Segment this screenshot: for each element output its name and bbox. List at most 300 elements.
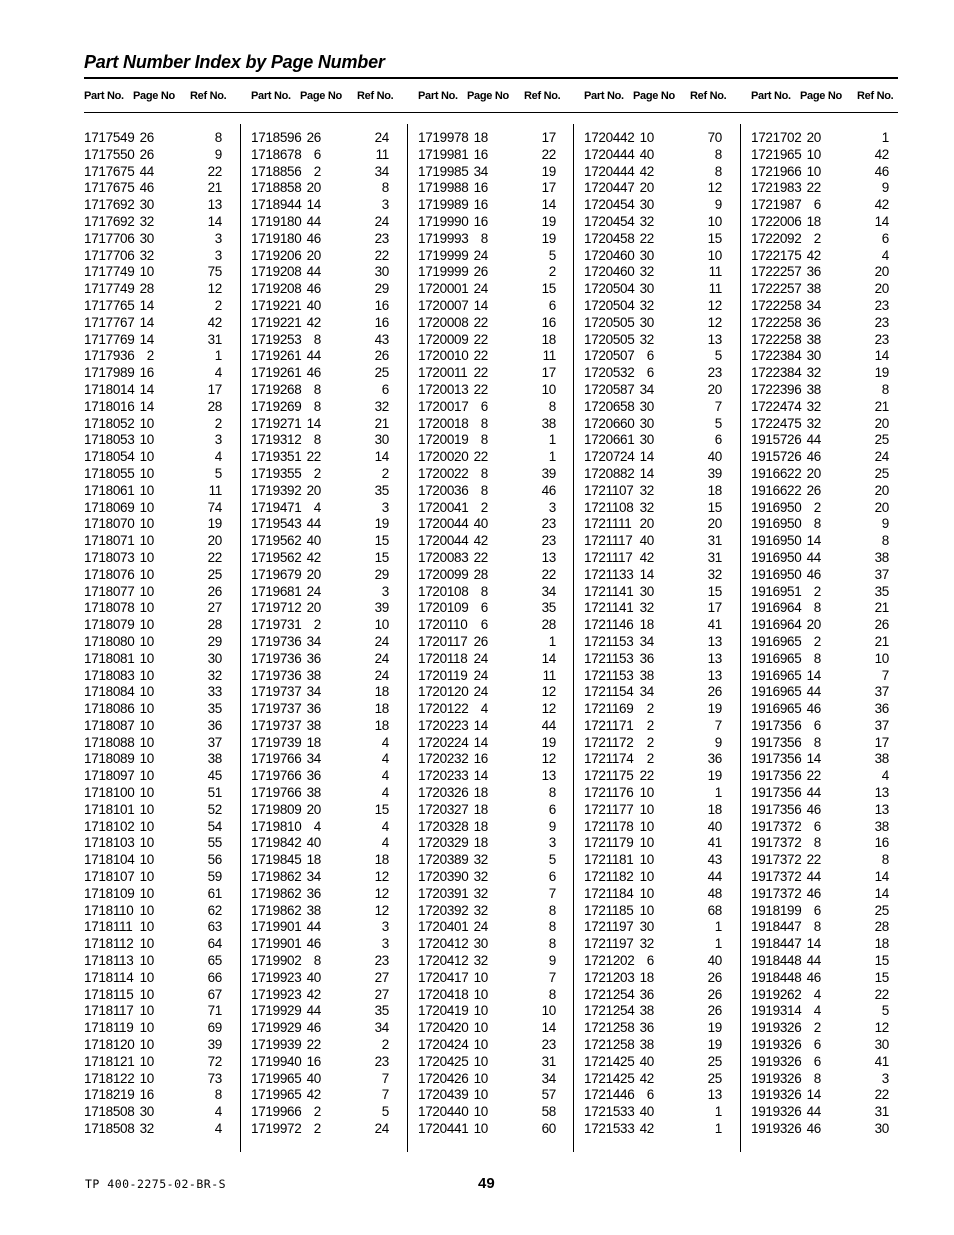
- ref-no: 13: [707, 331, 722, 347]
- page-no: 46: [806, 885, 821, 901]
- table-row: [84, 365, 250, 382]
- ref-no: 24: [374, 130, 389, 145]
- part-number: 1720110: [418, 617, 468, 633]
- ref-no: 19: [541, 163, 556, 179]
- ref-no: 16: [874, 835, 889, 851]
- part-number: 1720011: [418, 365, 468, 381]
- header-page-no: Page No: [133, 90, 175, 102]
- table-row: [418, 936, 584, 953]
- part-number: 1719901: [251, 936, 302, 952]
- page-no: 10: [139, 869, 154, 885]
- table-row: [584, 264, 750, 281]
- page-no: 2: [146, 348, 154, 364]
- part-number: 1717989: [84, 365, 135, 381]
- page-no: 46: [139, 180, 154, 196]
- page-no: 32: [639, 482, 654, 498]
- table-row: [84, 953, 250, 970]
- ref-no: 12: [207, 281, 222, 297]
- table-row: [584, 147, 750, 164]
- table-row: [84, 802, 250, 819]
- ref-no: 28: [207, 617, 222, 633]
- part-number: 1721108: [584, 499, 634, 515]
- page-no: 32: [473, 869, 488, 885]
- ref-no: 7: [881, 667, 889, 683]
- page-no: 10: [139, 969, 154, 985]
- page-no: 14: [473, 768, 488, 784]
- page-no: 14: [306, 197, 321, 213]
- ref-no: 21: [207, 180, 222, 196]
- part-number: 1718076: [84, 566, 135, 582]
- part-number: 1718084: [84, 684, 135, 700]
- table-row: [418, 483, 584, 500]
- page-no: 32: [639, 936, 654, 952]
- page-no: 36: [306, 650, 321, 666]
- ref-no: 18: [374, 701, 389, 717]
- ref-no: 22: [541, 146, 556, 162]
- page-no: 30: [639, 919, 654, 935]
- ref-no: 12: [541, 684, 556, 700]
- table-row: [418, 500, 584, 517]
- page-no: 10: [639, 869, 654, 885]
- table-row: [84, 1104, 250, 1121]
- part-number: 1718087: [84, 717, 135, 733]
- header-ref-no: Ref No.: [357, 90, 394, 102]
- table-row: [418, 466, 584, 483]
- ref-no: 24: [374, 213, 389, 229]
- page-no: 10: [139, 1053, 154, 1069]
- part-number: 1720019: [418, 432, 469, 448]
- page-no: 32: [806, 415, 821, 431]
- ref-no: 62: [207, 902, 222, 918]
- ref-no: 18: [374, 717, 389, 733]
- part-number: 1917356: [751, 801, 802, 817]
- page-no: 22: [473, 348, 488, 364]
- ref-no: 31: [707, 533, 722, 549]
- part-number: 1720460: [584, 247, 635, 263]
- page-no: 2: [813, 583, 821, 599]
- part-number: 1719208: [251, 264, 302, 280]
- ref-no: 32: [707, 566, 722, 582]
- part-number: 1718061: [84, 482, 135, 498]
- page-no: 14: [806, 1087, 821, 1103]
- page-no: 32: [139, 213, 154, 229]
- part-number: 1917356: [751, 734, 802, 750]
- table-row: [584, 516, 750, 533]
- page-no: 36: [306, 701, 321, 717]
- table-row: [84, 718, 250, 735]
- ref-no: 42: [874, 197, 889, 213]
- part-number: 1718858: [251, 180, 302, 196]
- table-row: [751, 751, 917, 768]
- table-row: [751, 1054, 917, 1071]
- page-no: 8: [813, 919, 821, 935]
- table-row: [84, 382, 250, 399]
- table-row: [751, 382, 917, 399]
- part-number: 1919262: [751, 986, 802, 1002]
- table-row: [84, 1121, 250, 1138]
- table-row: [251, 466, 417, 483]
- part-number: 1717706: [84, 247, 135, 263]
- ref-no: 14: [874, 213, 889, 229]
- part-number: 1719809: [251, 801, 302, 817]
- part-number: 1719351: [251, 449, 302, 465]
- table-row: [84, 936, 250, 953]
- table-row: [251, 768, 417, 785]
- page-no: 36: [806, 264, 821, 280]
- part-number: 1719862: [251, 902, 302, 918]
- table-row: [418, 164, 584, 181]
- index-column: [418, 130, 584, 1138]
- table-row: [251, 231, 417, 248]
- part-number: 1722396: [751, 381, 802, 397]
- table-row: [418, 449, 584, 466]
- part-number: 1719261: [251, 348, 302, 364]
- page-no: 8: [480, 230, 488, 246]
- page-no: 40: [306, 835, 321, 851]
- part-number: 1720458: [584, 230, 635, 246]
- page-no: 30: [139, 1104, 154, 1120]
- ref-no: 26: [707, 969, 722, 985]
- part-number: 1717936: [84, 348, 135, 364]
- part-number: 1720099: [418, 566, 469, 582]
- part-number: 1719737: [251, 684, 302, 700]
- part-number: 1719766: [251, 785, 302, 801]
- page-no: 10: [139, 801, 154, 817]
- page-no: 2: [813, 499, 821, 515]
- part-number: 1718120: [84, 1037, 135, 1053]
- page-no: 10: [806, 163, 821, 179]
- ref-no: 10: [541, 381, 556, 397]
- table-row: [584, 1054, 750, 1071]
- table-row: [584, 819, 750, 836]
- table-row: [418, 399, 584, 416]
- ref-no: 19: [707, 701, 722, 717]
- ref-no: 29: [374, 281, 389, 297]
- ref-no: 45: [207, 768, 222, 784]
- ref-no: 35: [374, 482, 389, 498]
- page-no: 14: [806, 751, 821, 767]
- page-no: 44: [306, 348, 321, 364]
- table-row: [84, 600, 250, 617]
- part-number: 1719679: [251, 566, 302, 582]
- ref-no: 5: [714, 348, 722, 364]
- table-row: [418, 382, 584, 399]
- page-no: 2: [480, 499, 488, 515]
- part-number: 1721202: [584, 953, 635, 969]
- ref-no: 8: [714, 146, 722, 162]
- ref-no: 8: [881, 533, 889, 549]
- ref-no: 11: [542, 667, 556, 683]
- part-number: 1720391: [418, 885, 469, 901]
- table-row: [251, 936, 417, 953]
- table-row: [751, 214, 917, 231]
- table-row: [84, 617, 250, 634]
- ref-no: 19: [207, 516, 222, 532]
- table-row: [751, 399, 917, 416]
- page-no: 44: [806, 869, 821, 885]
- ref-no: 7: [381, 1070, 389, 1086]
- part-number: 1916950: [751, 533, 802, 549]
- page-no: 14: [473, 717, 488, 733]
- ref-no: 17: [707, 600, 722, 616]
- table-row: [418, 1104, 584, 1121]
- page-no: 30: [473, 936, 488, 952]
- part-number: 1721154: [584, 684, 634, 700]
- page-no: 32: [639, 213, 654, 229]
- part-number: 1915726: [751, 432, 802, 448]
- ref-no: 11: [375, 146, 389, 162]
- part-number: 1718054: [84, 449, 135, 465]
- header-rule: [84, 112, 898, 113]
- table-row: [584, 1037, 750, 1054]
- page-no: 10: [139, 549, 154, 565]
- title-rule: [84, 77, 898, 79]
- table-row: [418, 416, 584, 433]
- part-number: 1719978: [418, 130, 469, 145]
- table-row: [84, 533, 250, 550]
- table-row: [584, 483, 750, 500]
- page-no: 42: [306, 314, 321, 330]
- ref-no: 15: [707, 499, 722, 515]
- part-number: 1719736: [251, 667, 302, 683]
- part-number: 1718083: [84, 667, 135, 683]
- part-number: 1720224: [418, 734, 469, 750]
- ref-no: 26: [874, 617, 889, 633]
- part-number: 1720454: [584, 213, 635, 229]
- table-row: [251, 1104, 417, 1121]
- ref-no: 23: [374, 230, 389, 246]
- part-number: 1720328: [418, 818, 469, 834]
- page-no: 20: [806, 465, 821, 481]
- page-no: 40: [639, 146, 654, 162]
- page-no: 30: [639, 398, 654, 414]
- table-row: [751, 1003, 917, 1020]
- table-row: [751, 1071, 917, 1088]
- part-number: 1720041: [418, 499, 469, 515]
- part-number: 1720505: [584, 314, 635, 330]
- table-row: [751, 432, 917, 449]
- page-no: 34: [639, 684, 654, 700]
- table-row: [584, 1104, 750, 1121]
- ref-no: 15: [874, 953, 889, 969]
- page-no: 32: [639, 600, 654, 616]
- column-divider: [740, 124, 741, 1152]
- table-row: [751, 550, 917, 567]
- part-number: 1717749: [84, 264, 135, 280]
- page-no: 44: [306, 213, 321, 229]
- table-row: [418, 903, 584, 920]
- table-row: [84, 987, 250, 1004]
- part-number: 1720658: [584, 398, 635, 414]
- ref-no: 5: [214, 465, 222, 481]
- page-no: 18: [306, 852, 321, 868]
- ref-no: 13: [707, 1087, 722, 1103]
- page-no: 4: [480, 701, 488, 717]
- ref-no: 56: [207, 852, 222, 868]
- ref-no: 12: [707, 180, 722, 196]
- part-number: 1722474: [751, 398, 802, 414]
- part-number: 1719312: [251, 432, 302, 448]
- ref-no: 14: [541, 650, 556, 666]
- table-row: [84, 1020, 250, 1037]
- table-row: [751, 886, 917, 903]
- ref-no: 41: [707, 835, 722, 851]
- part-number: 1719999: [418, 264, 469, 280]
- ref-no: 31: [207, 331, 222, 347]
- table-row: [751, 248, 917, 265]
- ref-no: 8: [548, 902, 556, 918]
- ref-no: 1: [548, 449, 556, 465]
- page-no: 40: [473, 516, 488, 532]
- table-row: [751, 785, 917, 802]
- page-no: 10: [139, 768, 154, 784]
- ref-no: 31: [707, 549, 722, 565]
- page-no: 10: [139, 432, 154, 448]
- table-row: [251, 1037, 417, 1054]
- part-number: 1718113: [84, 953, 134, 969]
- ref-no: 10: [707, 247, 722, 263]
- ref-no: 2: [381, 1037, 389, 1053]
- page-no: 14: [473, 734, 488, 750]
- part-number: 1721146: [584, 617, 634, 633]
- part-number: 1919326: [751, 1070, 802, 1086]
- table-row: [84, 483, 250, 500]
- part-number: 1719940: [251, 1053, 302, 1069]
- table-row: [418, 869, 584, 886]
- page-no: 30: [639, 281, 654, 297]
- page-no: 10: [139, 449, 154, 465]
- part-number: 1718596: [251, 130, 302, 145]
- part-number: 1718014: [84, 381, 135, 397]
- table-row: [84, 466, 250, 483]
- page-no: 22: [473, 314, 488, 330]
- part-number: 1720108: [418, 583, 469, 599]
- part-number: 1720007: [418, 297, 469, 313]
- ref-no: 33: [207, 684, 222, 700]
- part-number: 1720232: [418, 751, 469, 767]
- page-no: 6: [646, 1087, 654, 1103]
- part-number: 1718070: [84, 516, 135, 532]
- part-number: 1720419: [418, 1003, 469, 1019]
- ref-no: 36: [207, 717, 222, 733]
- part-number: 1719562: [251, 533, 302, 549]
- part-number: 1720401: [418, 919, 469, 935]
- ref-no: 71: [207, 1003, 222, 1019]
- page-no: 24: [473, 684, 488, 700]
- part-number: 1720119: [418, 667, 468, 683]
- table-row: [751, 970, 917, 987]
- table-row: [84, 584, 250, 601]
- page-no: 26: [306, 130, 321, 145]
- ref-no: 23: [707, 365, 722, 381]
- page-no: 10: [639, 835, 654, 851]
- part-number: 1718104: [84, 852, 135, 868]
- part-number: 1720117: [418, 633, 468, 649]
- page-no: 32: [639, 499, 654, 515]
- page-no: 20: [639, 180, 654, 196]
- part-number: 1721182: [584, 869, 634, 885]
- ref-no: 9: [548, 953, 556, 969]
- part-number: 1719206: [251, 247, 302, 263]
- table-row: [84, 449, 250, 466]
- part-number: 1719271: [251, 415, 302, 431]
- table-row: [251, 668, 417, 685]
- part-number: 1918447: [751, 936, 802, 952]
- part-number: 1719989: [418, 197, 469, 213]
- ref-no: 34: [541, 1070, 556, 1086]
- table-row: [251, 903, 417, 920]
- table-row: [84, 500, 250, 517]
- part-number: 1719965: [251, 1070, 302, 1086]
- ref-no: 18: [374, 852, 389, 868]
- ref-no: 21: [874, 600, 889, 616]
- part-number: 1720118: [418, 650, 468, 666]
- table-row: [584, 936, 750, 953]
- table-row: [418, 600, 584, 617]
- page-no: 10: [139, 1020, 154, 1036]
- ref-no: 28: [207, 398, 222, 414]
- page-no: 14: [806, 667, 821, 683]
- table-row: [84, 332, 250, 349]
- page-no: 42: [473, 533, 488, 549]
- page-no: 32: [806, 398, 821, 414]
- table-row: [751, 735, 917, 752]
- table-row: [584, 214, 750, 231]
- part-number: 1717706: [84, 230, 135, 246]
- table-row: [751, 651, 917, 668]
- ref-no: 4: [881, 768, 889, 784]
- ref-no: 4: [381, 751, 389, 767]
- table-row: [84, 231, 250, 248]
- table-row: [84, 751, 250, 768]
- page-no: 40: [306, 297, 321, 313]
- page-no: 10: [139, 465, 154, 481]
- table-row: [751, 819, 917, 836]
- page-no: 16: [473, 751, 488, 767]
- table-row: [584, 953, 750, 970]
- table-row: [751, 416, 917, 433]
- page-no: 10: [139, 533, 154, 549]
- table-row: [418, 785, 584, 802]
- page-no: 6: [813, 1053, 821, 1069]
- index-column: [751, 130, 917, 1138]
- page-no: 46: [306, 936, 321, 952]
- table-row: [418, 231, 584, 248]
- part-number: 1720017: [418, 398, 469, 414]
- page-no: 14: [139, 331, 154, 347]
- ref-no: 1: [548, 633, 556, 649]
- table-row: [751, 1020, 917, 1037]
- ref-no: 20: [874, 482, 889, 498]
- page-no: 6: [813, 902, 821, 918]
- part-number: 1722384: [751, 348, 802, 364]
- ref-no: 24: [874, 449, 889, 465]
- page-no: 10: [139, 1003, 154, 1019]
- page-title: Part Number Index by Page Number: [84, 52, 385, 72]
- table-row: [251, 600, 417, 617]
- page-no: 10: [639, 852, 654, 868]
- header-part-no: Part No.: [751, 90, 791, 102]
- ref-no: 70: [707, 130, 722, 145]
- table-row: [84, 432, 250, 449]
- ref-no: 17: [874, 734, 889, 750]
- table-row: [418, 768, 584, 785]
- ref-no: 30: [374, 264, 389, 280]
- page-no: 44: [306, 1003, 321, 1019]
- ref-no: 16: [541, 314, 556, 330]
- ref-no: 7: [714, 717, 722, 733]
- ref-no: 34: [541, 583, 556, 599]
